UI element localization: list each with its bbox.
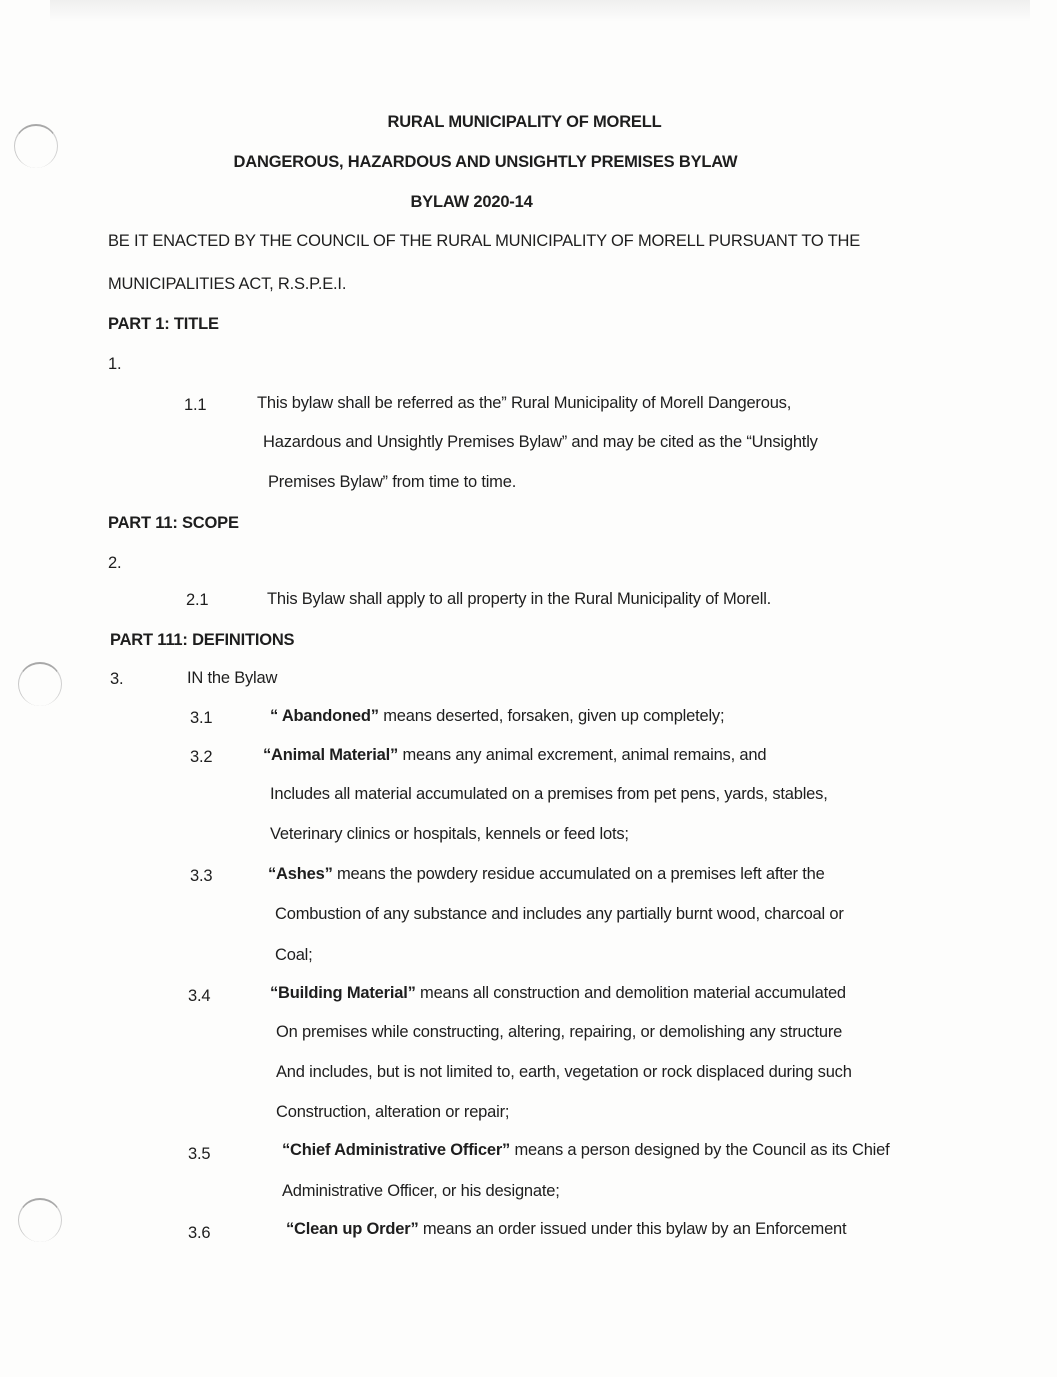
definition-term: “Chief Administrative Officer” [282, 1141, 511, 1159]
clause-2-1-number: 2.1 [186, 591, 209, 609]
definition-number: 3.5 [188, 1145, 211, 1163]
municipality-title: RURAL MUNICIPALITY OF MORELL [387, 113, 662, 131]
section-2-number: 2. [108, 554, 122, 572]
definition-abandoned [270, 707, 724, 726]
definition-text: means all construction and demolition material accumulated [415, 984, 846, 1002]
part-2-heading: PART 11: SCOPE [108, 514, 239, 532]
clause-1-1-line-2: Hazardous and Unsightly Premises Bylaw” and may be cited as the “Unsightly [263, 433, 818, 451]
definition-building-material [270, 984, 846, 1003]
definition-continuation: Coal; [275, 946, 313, 964]
definition-term: “ Abandoned” [270, 707, 379, 725]
definition-continuation: Veterinary clinics or hospitals, kennels or feed lots; [270, 825, 629, 843]
definition-number: 3.4 [188, 987, 211, 1005]
definition-text: means deserted, forsaken, given up completely; [378, 707, 725, 725]
part-1-heading: PART 1: TITLE [108, 315, 219, 333]
definition-term: “Ashes” [268, 865, 333, 883]
enactment-line-1: BE IT ENACTED BY THE COUNCIL OF THE RURAL MUNICIPALITY OF MORELL PURSUANT TO THE [108, 232, 861, 250]
definitions-intro: IN the Bylaw [187, 669, 278, 687]
definition-continuation: On premises while constructing, altering, repairing, or demolishing any structure [276, 1023, 843, 1041]
scan-bleed-through [50, 0, 1030, 22]
definition-text: means an order issued under this bylaw by an Enforcement [418, 1220, 847, 1238]
part-3-heading: PART 111: DEFINITIONS [110, 631, 295, 649]
definition-continuation: Construction, alteration or repair; [276, 1103, 510, 1121]
definition-animal-material [263, 746, 766, 765]
bylaw-number: BYLAW 2020-14 [410, 193, 533, 211]
section-3-number: 3. [110, 670, 124, 688]
definition-text: means any animal excrement, animal remains, and [398, 746, 767, 764]
definition-number: 3.2 [190, 748, 213, 766]
definition-term: “Clean up Order” [286, 1220, 419, 1238]
definition-number: 3.3 [190, 867, 213, 885]
definition-text: means the powdery residue accumulated on a premises left after the [332, 865, 825, 883]
punch-hole-mark [18, 1198, 62, 1242]
definition-continuation: Administrative Officer, or his designate; [282, 1182, 560, 1200]
definition-text: means a person designed by the Council as its Chief [510, 1141, 890, 1159]
clause-1-1-number: 1.1 [184, 396, 207, 414]
clause-1-1-line-3: Premises Bylaw” from time to time. [268, 473, 517, 491]
definition-continuation: Combustion of any substance and includes any partially burnt wood, charcoal or [275, 905, 844, 923]
definition-clean-up-order [286, 1220, 846, 1239]
definition-chief-administrative-officer [282, 1141, 890, 1160]
definition-continuation: Includes all material accumulated on a premises from pet pens, yards, stables, [270, 785, 828, 803]
punch-hole-mark [18, 662, 62, 706]
section-1-number: 1. [108, 355, 122, 373]
definition-number: 3.6 [188, 1224, 211, 1242]
definition-continuation: And includes, but is not limited to, earth, vegetation or rock displaced during such [276, 1063, 852, 1081]
definition-number: 3.1 [190, 709, 213, 727]
bylaw-name: DANGEROUS, HAZARDOUS AND UNSIGHTLY PREMISES BYLAW [233, 153, 738, 171]
enactment-line-2: MUNICIPALITIES ACT, R.S.P.E.I. [108, 275, 347, 293]
definition-term: “Animal Material” [263, 746, 399, 764]
clause-2-1-text: This Bylaw shall apply to all property in the Rural Municipality of Morell. [267, 590, 772, 608]
definition-ashes [268, 865, 825, 884]
clause-1-1-line-1: This bylaw shall be referred as the” Rural Municipality of Morell Dangerous, [257, 394, 792, 412]
definition-term: “Building Material” [270, 984, 416, 1002]
